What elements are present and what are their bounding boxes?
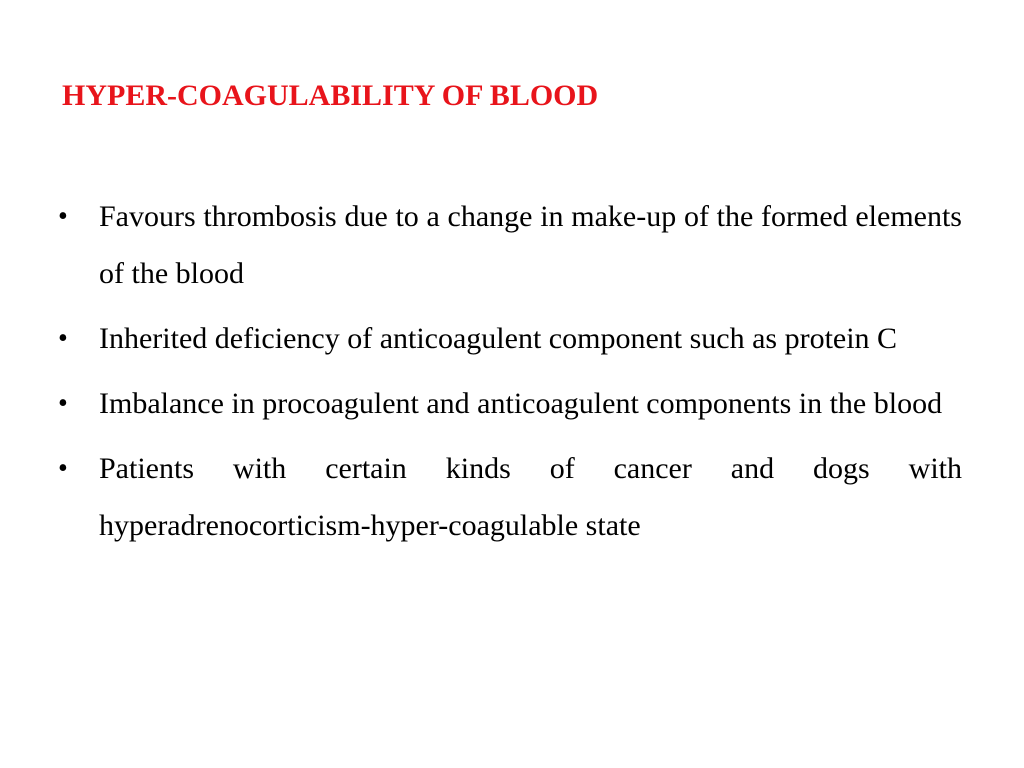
bullet-text: Favours thrombosis due to a change in make-up of the formed elements of the blood bbox=[99, 200, 962, 290]
bullet-item bbox=[58, 310, 962, 367]
bullet-text: Patients with certain kinds of cancer and dogs with hyperadrenocorticism-hyper-coagulable state bbox=[99, 452, 962, 542]
bullet-dot-icon: • bbox=[58, 388, 68, 419]
bullet-item bbox=[58, 375, 962, 432]
bullet-item bbox=[58, 440, 962, 554]
bullet-dot-icon: • bbox=[58, 453, 68, 484]
bullet-list bbox=[58, 188, 962, 562]
bullet-item bbox=[58, 188, 962, 302]
bullet-dot-icon: • bbox=[58, 323, 68, 354]
slide-title: HYPER-COAGULABILITY OF BLOOD bbox=[62, 79, 599, 112]
bullet-text: Imbalance in procoagulent and anticoagulent components in the blood bbox=[99, 387, 943, 420]
bullet-dot-icon: • bbox=[58, 201, 68, 232]
bullet-text: Inherited deficiency of anticoagulent component such as protein C bbox=[99, 322, 898, 355]
